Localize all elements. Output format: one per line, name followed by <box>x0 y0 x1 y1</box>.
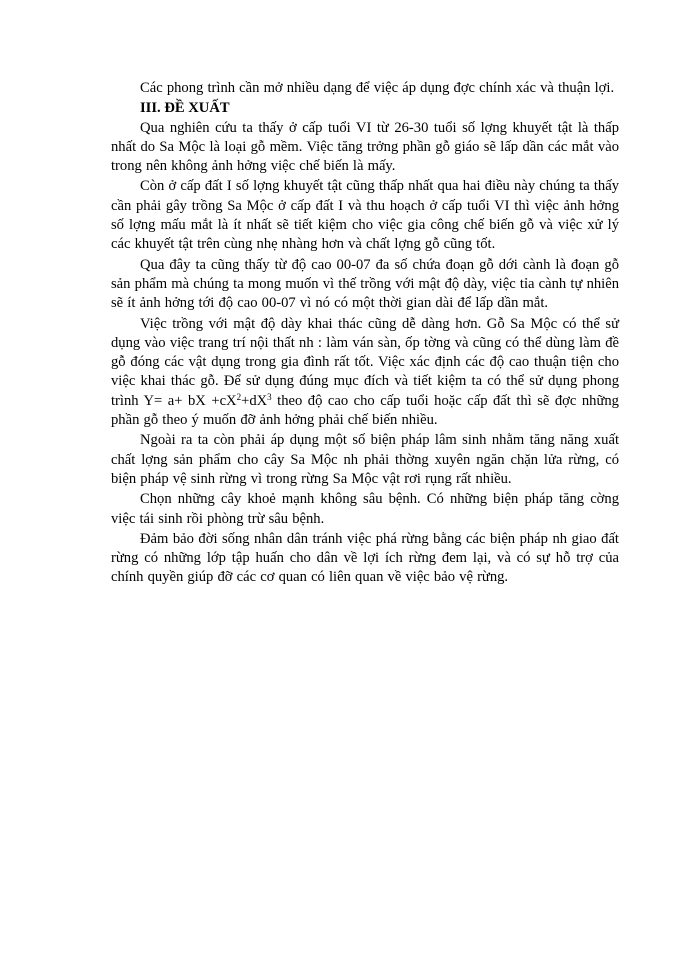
paragraph-5: Ngoài ra ta còn phải áp dụng một số biện pháp lâm sinh nhằm tăng năng xuất chất lợng sản phẩm cho cây Sa Mộc nh phải thờng xuyên ngăn chặn lửa rừng, có biện pháp vệ sinh rừng vì trong rừng Sa Mộc vật rơi rụng rất nhiều. <box>111 432 619 487</box>
paragraph-4-text-start: Việc trồng với mật độ dày khai thác cũng dễ dàng hơn. Gỗ Sa Mộc có thể sử dụng vào việc trang trí nội thất nh : làm ván sàn, ốp tờng và cũng có thể dùng làm đề gỗ đóng các vật dụng trong gia đình rất tốt. Việc xác định các độ cao thuận tiện cho việc khai thác gỗ. Để sử dụng đúng mục đích và tiết kiệm ta có thể sử dụng phong trình Y= a+ bX +cX <box>111 315 619 409</box>
paragraph-4 <box>111 315 619 431</box>
paragraph-2: Còn ở cấp đất I số lợng khuyết tật cũng thấp nhất qua hai điều này chúng ta thấy cần phải gây trồng Sa Mộc ở cấp đất I và thu hoạch ở cấp tuổi VI thì việc ảnh hởng số lợng mấu mắt là ít nhất sẽ tiết kiệm cho việc gia công chế biến gỗ và việc xử lý các khuyết tật trên cùng nhẹ nhàng hơn và chất lợng gỗ cũng tốt. <box>111 178 619 253</box>
paragraph-1: Qua nghiên cứu ta thấy ở cấp tuổi VI từ 26-30 tuổi số lợng khuyết tật là thấp nhất do Sa Mộc là loại gỗ mềm. Việc tăng trởng phần gỗ giáo sẽ lấp dần các mắt vào trong nên không ảnh hởng việc chế biến là mấy. <box>111 119 619 175</box>
paragraph-4-text-end: theo độ cao cho cấp tuổi hoặc cấp đất thì sẽ đợc những phần gỗ theo ý muốn đỡ ảnh hởng phải chế biến nhiều. <box>111 392 619 429</box>
formula-exponent-3: 3 <box>267 391 272 402</box>
section-heading: III. ĐỀ XUẤT <box>140 100 230 117</box>
paragraph-6: Chọn những cây khoẻ mạnh không sâu bệnh. Có những biện pháp tăng cờng việc tái sinh rồi phòng trừ sâu bệnh. <box>111 491 619 527</box>
document-page <box>111 79 619 589</box>
intro-paragraph: Các phong trình cần mở nhiều dạng để việc áp dụng đợc chính xác và thuận lợi. <box>140 80 615 96</box>
formula-exponent-2: 2 <box>236 391 242 402</box>
paragraph-7: Đảm bảo đời sống nhân dân tránh việc phá rừng bằng các biện pháp nh giao đất rừng có những lớp tập huấn cho dân về lợi ích rừng đem lại, và có sự hỗ trợ của chính quyền giúp đỡ các cơ quan có liên quan về việc bảo vệ rừng. <box>111 530 619 586</box>
paragraph-4-formula-mid: +dX <box>241 392 268 409</box>
paragraph-3: Qua đây ta cũng thấy từ độ cao 00-07 đa số chứa đoạn gỗ dới cành là đoạn gỗ sản phẩm mà chúng ta mong muốn vì thế trồng với mật độ dày, việc tỉa cành tự nhiên sẽ ít ảnh hởng tới độ cao 00-07 vì nó có một thời gian dài để lấp dần mắt. <box>111 256 619 312</box>
